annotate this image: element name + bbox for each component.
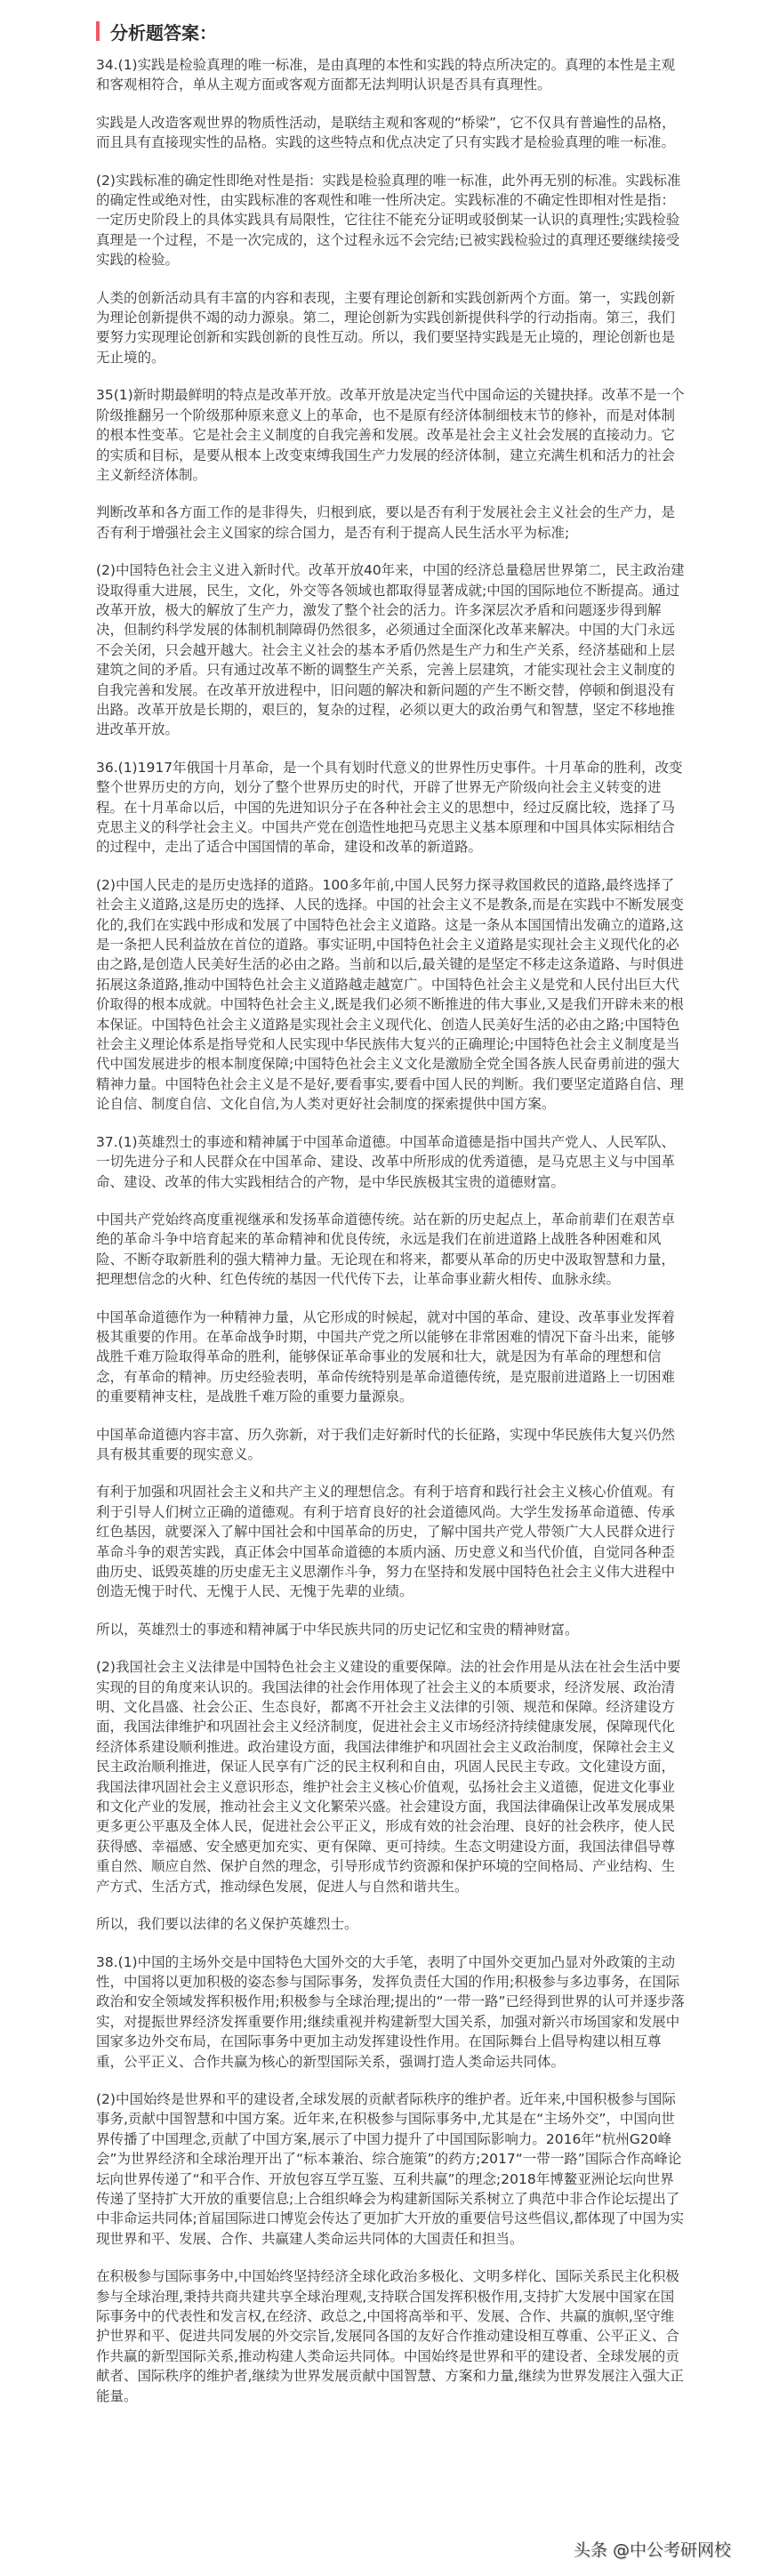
source-watermark: 头条 @中公考研网校 <box>574 2540 732 2560</box>
answer-content <box>96 55 685 2424</box>
paragraph-36-2: (2)中国人民走的是历史选择的道路。100多年前,中国人民努力探寻救国救民的道路,最终选择了社会主义道路,这是历史的选择、人民的选择。中国的社会主义不是教条,而是在实践中不断发展变化的,我们在实践中形成和发展了中国特色社会主义道路。这是一条从本国国情出发确立的道路,这是一条把人民利益放在首位的道路。事实证明,中国特色社会主义道路是实现社会主义现代化的必由之路,是创造人民美好生活的必由之路。当前和以后,最关键的是坚定不移走这条道路、与时俱进拓展这条道路,推动中国特色社会主义道路越走越宽广。中国特色社会主义是党和人民付出巨大代价取得的根本成就。中国特色社会主义,既是我们必须不断推进的伟大事业,又是我们开辟未来的根本保证。中国特色社会主义道路是实现社会主义现代化、创造人民美好生活的必由之路;中国特色社会主义理论体系是指导党和人民实现中华民族伟大复兴的正确理论;中国特色社会主义制度是当代中国发展进步的根本制度保障;中国特色社会主义文化是激励全党全国各族人民奋勇前进的强大精神力量。中国特色社会主义是不是好,要看事实,要看中国人民的判断。我们要坚定道路自信、理论自信、制度自信、文化自信,为人类对更好社会制度的探索提供中国方案。 <box>96 876 684 1113</box>
paragraph-38-1: 38.(1)中国的主场外交是中国特色大国外交的大手笔，表明了中国外交更加凸显对外政策的主动性，中国将以更加积极的姿态参与国际事务，发挥负责任大国的作用;积极参与多边事务，在国际政治和安全领域发挥积极作用;积极参与全球治理;提出的“一带一路”已经得到世界的认可并逐步落实，对提振世界经济发挥重要作用;继续重视并构建新型大国关系，加强对新兴市场国家和发展中国家多边外交布局，在国际事务中更加主动发挥建设性作用。在国际舞台上倡导构建以相互尊重，公平正义、合作共赢为核心的新型国际关系，强调打造人类命运共同体。 <box>96 1953 686 2070</box>
paragraph-35-2: (2)中国特色社会主义进入新时代。改革开放40年来，中国的经济总量稳居世界第二，民主政治建设取得重大进展，民生，文化，外交等各领域也都取得显著成就;中国的国际地位不断提高。通过改革开放，极大的解放了生产力，激发了整个社会的活力。许多深层次矛盾和问题逐步得到解决，但制约科学发展的体制机制障碍仍然很多，必须通过全面深化改革来解决。中国的大门永远不会关闭，只会越开越大。社会主义社会的基本矛盾仍然是生产力和生产关系，经济基础和上层建筑之间的矛盾。只有通过改革不断的调整生产关系，完善上层建筑，才能实现社会主义制度的自我完善和发展。在改革开放进程中，旧问题的解决和新问题的产生不断交替，停顿和倒退没有出路。改革开放是长期的，艰巨的，复杂的过程，必须以更大的政治勇气和智慧，坚定不移地推进改革开放。 <box>96 562 685 738</box>
paragraph-34-2: (2)实践标准的确定性即绝对性是指：实践是检验真理的唯一标准，此外再无别的标准。实践标准的确定性或绝对性，由实践标准的客观性和唯一性所决定。实践标准的不确定性即相对性是指：一定历史阶段上的具体实践具有局限性，它往往不能充分证明或驳倒某一认识的真理性;实践检验真理是一个过程，不是一次完成的，这个过程永远不会完结;已被实践检验过的真理还要继续接受实践的检验。 <box>96 172 681 269</box>
paragraph-37-1-cont-d: 有利于加强和巩固社会主义和共产主义的理想信念。有利于培育和践行社会主义核心价值观。有利于引导人们树立正确的道德观。有利于培育良好的社会道德风尚。大学生发扬革命道德、传承红色基因，就要深入了解中国社会和中国革命的历史，了解中国共产党人带领广大人民群众进行革命斗争的艰苦实践，真正体会中国革命道德的本质内涵、历史意义和当代价值，自觉同各种歪曲历史、诋毁英雄的历史虚无主义思潮作斗争，努力在坚持和发展中国特色社会主义伟大进程中创造无愧于时代、无愧于人民、无愧于先辈的业绩。 <box>96 1484 676 1600</box>
paragraph-37-1-conclusion: 所以，英雄烈士的事迹和精神属于中华民族共同的历史记忆和宝贵的精神财富。 <box>96 1621 579 1638</box>
paragraph-36-1: 36.(1)1917年俄国十月革命，是一个具有划时代意义的世界性历史事件。十月革命的胜利，改变整个世界历史的方向，划分了整个世界历史的时代，开辟了世界无产阶级向社会主义转变的进程。在十月革命以后，中国的先进知识分子在各种社会主义的思想中，经过反腐比较，选择了马克思主义的科学社会主义。中国共产党在创造性地把马克思主义基本原理和中国具体实际相结合的过程中，走出了适合中国国情的革命，建设和改革的新道路。 <box>96 759 683 856</box>
heading-accent-bar <box>96 21 100 41</box>
paragraph-35-1: 35(1)新时期最鲜明的特点是改革开放。改革开放是决定当代中国命运的关键抉择。改革不是一个阶级推翻另一个阶级那种原来意义上的革命，也不是原有经济体制细枝末节的修补，而是对体制的根本性变革。它是社会主义制度的自我完善和发展。改革是社会主义社会发展的直接动力。它的实质和目标，是要从根本上改变束缚我国生产力发展的经济体制，建立充满生机和活力的社会主义新经济体制。 <box>96 387 685 483</box>
paragraph-35-1-cont: 判断改革和各方面工作的是非得失，归根到底，要以是否有利于发展社会主义社会的生产力，是否有利于增强社会主义国家的综合国力，是否有利于提高人民生活水平为标准; <box>96 504 676 541</box>
paragraph-37-2-conclusion: 所以，我们要以法律的名义保护英雄烈士。 <box>96 1916 358 1933</box>
paragraph-34-1-cont: 实践是人改造客观世界的物质性活动，是联结主观和客观的“桥梁”，它不仅具有普遍性的品格，而且具有直接现实性的品格。实践的这些特点和优点决定了只有实践才是检验真理的唯一标准。 <box>96 114 676 151</box>
paragraph-37-1-cont-b: 中国革命道德作为一种精神力量，从它形成的时候起，就对中国的革命、建设、改革事业发挥着极其重要的作用。在革命战争时期，中国共产党之所以能够在非常困难的情况下奋斗出来，能够战胜千难万险取得革命的胜利，能够保证革命事业的发展和壮大，就是因为有革命的理想和信念，有革命的精神。历史经验表明，革命传统特别是革命道德传统，是克服前进道路上一切困难的重要精神支柱，是战胜千难万险的重要力量源泉。 <box>96 1308 676 1405</box>
section-heading <box>96 20 217 43</box>
paragraph-34-2-cont: 人类的创新活动具有丰富的内容和表现，主要有理论创新和实践创新两个方面。第一，实践创新为理论创新提供不竭的动力源泉。第二，理论创新为实践创新提供科学的行动指南。第三，我们要努力实现理论创新和实践创新的良性互动。所以，我们要坚持实践是无止境的，理论创新也是无止境的。 <box>96 289 676 366</box>
paragraph-34-1: 34.(1)实践是检验真理的唯一标准，是由真理的本性和实践的特点所决定的。真理的本性是主观和客观相符合，单从主观方面或客观方面都无法判明认识是否具有真理性。 <box>96 57 676 93</box>
paragraph-37-1-cont-a: 中国共产党始终高度重视继承和发扬革命道德传统。站在新的历史起点上，革命前辈们在艰苦卓绝的革命斗争中培育起来的革命精神和优良传统，永远是我们在前进道路上战胜各种困难和风险、不断夺取新胜利的强大精神力量。无论现在和将来，都要从革命的历史中汲取智慧和力量，把理想信念的火种、红色传统的基因一代代传下去，让革命事业薪火相传、血脉永续。 <box>96 1211 676 1288</box>
paragraph-37-1-cont-c: 中国革命道德内容丰富、历久弥新，对于我们走好新时代的长征路，实现中华民族伟大复兴仍然具有极其重要的现实意义。 <box>96 1426 676 1462</box>
heading-text: 分析题答案： <box>110 21 217 44</box>
paragraph-37-2: (2)我国社会主义法律是中国特色社会主义建设的重要保障。法的社会作用是从法在社会生活中要实现的目的角度来认识的。我国法律的社会作用体现了社会主义的本质要求，经济发展、政治清明、文化昌盛、社会公正、生态良好，都离不开社会主义法律的引领、规范和保障。经济建设方面，我国法律维护和巩固社会主义经济制度，促进社会主义市场经济持续健康发展，保障现代化经济体系建设顺利推进。政治建设方面，我国法律维护和巩固社会主义政治制度，保障社会主义民主政治顺利推进，保证人民享有广泛的民主权利和自由，巩固人民民主专政。文化建设方面，我国法律巩固社会主义意识形态，维护社会主义核心价值观，弘扬社会主义道德，促进文化事业和文化产业的发展，推动社会主义文化繁荣兴盛。社会建设方面，我国法律确保让改革发展成果更多更公平惠及全体人民，促进社会公平正义，形成有效的社会治理、良好的社会秩序，使人民获得感、幸福感、安全感更加充实、更有保障、更可持续。生态文明建设方面，我国法律倡导尊重自然、顺应自然、保护自然的理念，引导形成节约资源和保护环境的空间格局、产业结构、生产方式、生活方式，推动绿色发展，促进人与自然和谐共生。 <box>96 1659 681 1895</box>
paragraph-37-1: 37.(1)英雄烈士的事迹和精神属于中国革命道德。中国革命道德是指中国共产党人、人民军队、一切先进分子和人民群众在中国革命、建设、改革中所形成的优秀道德，是马克思主义与中国革命、建设、改革的伟大实践相结合的产物，是中华民族极其宝贵的道德财富。 <box>96 1133 676 1190</box>
paragraph-38-2: (2)中国始终是世界和平的建设者,全球发展的贡献者际秩序的维护者。近年来,中国积极参与国际事务,贡献中国智慧和中国方案。近年来,在积极参与国际事务中,尤其是在“主场外交”，中国向世界传播了中国理念,贡献了中国方案,展示了中国力提升了中国国际影响力。2016年“杭州G20峰会”为世界经济和全球治理开出了“标本兼治、综合施策”的药方;2017“一带一路”国际合作高峰论坛向世界传递了“和平合作、开放包容互学互鉴、互利共赢”的理念;2018年博鳌亚洲论坛向世界传递了坚持扩大开放的重要信息;上合组织峰会为构建新国际关系树立了典范中非合作论坛提出了中非命运共同体;首届国际进口博览会传达了更加扩大开放的重要信号这些倡议,都体现了中国为实现世界和平、发展、合作、共赢建人类命运共同体的大国责任和担当。 <box>96 2090 685 2247</box>
paragraph-38-2-cont: 在积极参与国际事务中,中国始终坚持经济全球化政治多极化、文明多样化、国际关系民主化积极参与全球治理,秉持共商共建共享全球治理观,支持联合国发挥积极作用,支持扩大发展中国家在国际事务中的代表性和发言权,在经济、政总之,中国将高举和平、发展、合作、共赢的旗帜,坚守维护世界和平、促进共同发展的外交宗旨,发展同各国的友好合作推动建设相互尊重、公平正义、合作共赢的新型国际关系,推动构建人类命运共同体。中国始终是世界和平的建设者、全球发展的贡献者、国际秩序的维护者,继续为世界发展贡献中国智慧、方案和力量,继续为世界发展注入强大正能量。 <box>96 2268 684 2404</box>
